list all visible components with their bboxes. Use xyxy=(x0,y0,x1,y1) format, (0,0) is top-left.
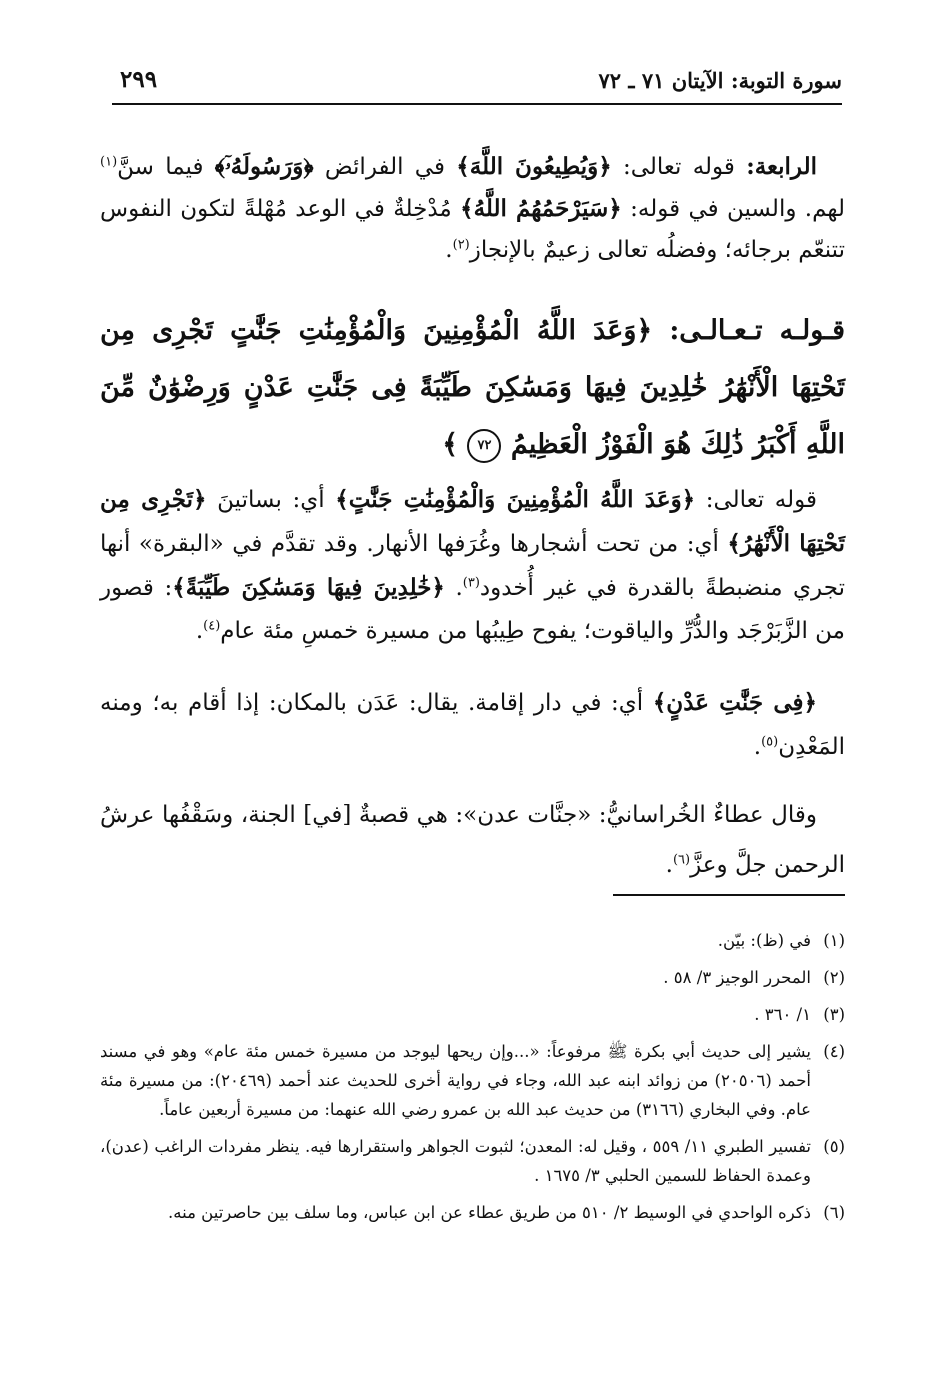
footnote-number: (٢) xyxy=(823,968,845,987)
text-run: لهم. والسين في قوله: xyxy=(630,196,846,222)
paragraph-ata xyxy=(100,790,845,890)
text-run: . xyxy=(455,575,463,601)
verse-text xyxy=(100,302,845,473)
text-run: قوله تعالى: xyxy=(623,154,735,180)
footnote-ref: (٢) xyxy=(452,237,470,253)
running-header xyxy=(112,64,842,102)
quran-verse: ﴿وَعَدَ اللَّهُ الْمُؤْمِنِينَ وَالْمُؤْمِنَٰتِ جَنَّٰتٍ تَجْرِى مِن تَحْتِهَا الْأَنْهَٰرُ خَٰلِدِينَ فِيهَا وَمَسَٰكِنَ طَيِّبَةً فِى جَنَّٰتِ عَدْنٍ وَرِضْوَٰنٌ مِّنَ اللَّهِ أَكْبَرُ ذَٰلِكَ هُوَ الْفَوْزُ الْعَظِيمُ xyxy=(100,315,845,460)
footnote-text: يشير إلى حديث أبي بكرة ﷺ مرفوعاً: «...وإن ريحها ليوجد من مسيرة خمس مئة عام» وهو في مسند أحمد (٢٠٥٠٦) من زوائد ابنه عبد الله، وجاء في رواية أخرى للحديث عند أحمد (٢٠٤٦٩): من مسيرة مئة عام. وفي البخاري (٣١٦٦) من حديث عبد الله بن عمرو رضي الله عنهما: من مسيرة أربعين عاماً. xyxy=(100,1042,811,1119)
text-run: أي: في دار إقامة. يقال: عَدَن بالمكان: إذا أقام به؛ ومنه المَعْدِن xyxy=(100,690,845,760)
text-run: . xyxy=(195,618,204,644)
text-run: : قصور من الزَّبَرْجَد والدُّرِّ والياقوت؛ يفوح طِيبُها من مسيرة خمسِ مئة عام xyxy=(100,575,845,644)
text-run: مُدْخِلةٌ في الوعد مُهْلةً لتكون النفوس تتنعّم برجائه؛ وفضلُه تعالى زعيمٌ بالإنجاز xyxy=(100,196,845,263)
text-run: وقال عطاءٌ الخُراسانيُّ: «جنَّات عدن»: هي قصبةٌ [في] الجنة، وسَقْفُها عرشُ الرحمن جلَّ وعزَّ xyxy=(100,802,845,878)
text-run: . xyxy=(445,237,453,263)
footnote xyxy=(100,1000,845,1029)
text-run: . xyxy=(753,734,762,760)
paragraph-eden xyxy=(100,681,845,769)
verse-close-bracket: ﴾ xyxy=(442,429,459,460)
footnote-text: تفسير الطبري ١١/ ٥٥٩ ، وقيل له: المعدن؛ لثبوت الجواهر واستقرارها فيه. ينظر مفردات الراغب (عدن)، وعمدة الحفاظ للسمين الحلبي ٣/ ١٦٧٥ . xyxy=(100,1137,812,1185)
text-run: . xyxy=(665,852,673,878)
paragraph-text xyxy=(100,478,845,653)
quran-quote: ﴿وَعَدَ اللَّهُ الْمُؤْمِنِينَ وَالْمُؤْمِنَٰتِ جَنَّٰتٍ﴾ xyxy=(335,486,696,513)
text-run: قوله تعالى: xyxy=(705,487,817,513)
footnote xyxy=(100,1198,845,1227)
paragraph-text xyxy=(100,146,845,271)
footnote xyxy=(100,1037,845,1124)
text-run: في الفرائض xyxy=(324,154,445,180)
footnote xyxy=(100,926,845,955)
verse-lead: قـولـه تـعـالـى: xyxy=(669,315,845,346)
footnote xyxy=(100,963,845,992)
quran-quote: ﴿وَرَسُولَهُۥٓ﴾ xyxy=(214,153,314,180)
footnote-number: (١) xyxy=(823,931,845,950)
text-run: أي: من تحت أشجارها وغُرَفها الأنهار. وقد تقدَّم في «البقرة» أنها تجري منضبطةً بالقدرة في غير أُخدود xyxy=(100,531,845,601)
surah-title: سورة التوبة: الآيتان ٧١ ـ ٧٢ xyxy=(598,68,842,93)
footnote-number: (٥) xyxy=(823,1137,845,1156)
paragraph-text xyxy=(100,790,845,890)
paragraph-text xyxy=(100,681,845,769)
footnote-ref: (١) xyxy=(100,154,118,170)
footnote-number: (٦) xyxy=(823,1203,845,1222)
footnote-ref: (٥) xyxy=(761,734,779,750)
ayah-number-marker: ٧٢ xyxy=(467,429,501,463)
footnote-text: ١/ ٣٦٠ . xyxy=(754,1005,811,1024)
quran-quote: ﴿فِى جَنَّٰتِ عَدْنٍ﴾ xyxy=(652,689,817,716)
quran-quote: ﴿تَجْرِى مِن تَحْتِهَا الْأَنْهَٰرُ﴾ xyxy=(100,486,846,557)
footnote-separator xyxy=(613,894,845,896)
footnote-text: المحرر الوجيز ٣/ ٥٨ . xyxy=(663,968,811,987)
footnotes xyxy=(100,926,845,1235)
quran-quote: ﴿سَيَرْحَمُهُمُ اللَّهُ﴾ xyxy=(460,195,622,222)
paragraph-gardens xyxy=(100,478,845,653)
footnote-ref: (٦) xyxy=(672,852,691,868)
verse-block xyxy=(100,302,845,473)
text-run: فيما سنَّ xyxy=(117,154,204,180)
footnote-ref: (٣) xyxy=(462,575,480,591)
page-number: ٢٩٩ xyxy=(120,66,158,93)
quran-quote: ﴿خَٰلِدِينَ فِيهَا وَمَسَٰكِنَ طَيِّبَةً﴾ xyxy=(172,574,445,601)
footnote-ref: (٤) xyxy=(203,618,221,634)
paragraph-lead: الرابعة: xyxy=(746,153,818,180)
footnote-text: ذكره الواحدي في الوسيط ٢/ ٥١٠ من طريق عطاء عن ابن عباس، وما سلف بين حاصرتين منه. xyxy=(168,1203,811,1222)
footnote-text: في (ظ): بيّن. xyxy=(717,931,811,950)
header-rule xyxy=(112,103,842,105)
paragraph-fourth-point xyxy=(100,146,845,271)
footnote-number: (٣) xyxy=(823,1005,845,1024)
text-run: أي: بساتينَ xyxy=(217,487,325,513)
footnote-number: (٤) xyxy=(823,1042,845,1061)
footnote xyxy=(100,1132,845,1190)
quran-quote: ﴿وَيُطِيعُونَ اللَّهَ﴾ xyxy=(456,153,612,180)
